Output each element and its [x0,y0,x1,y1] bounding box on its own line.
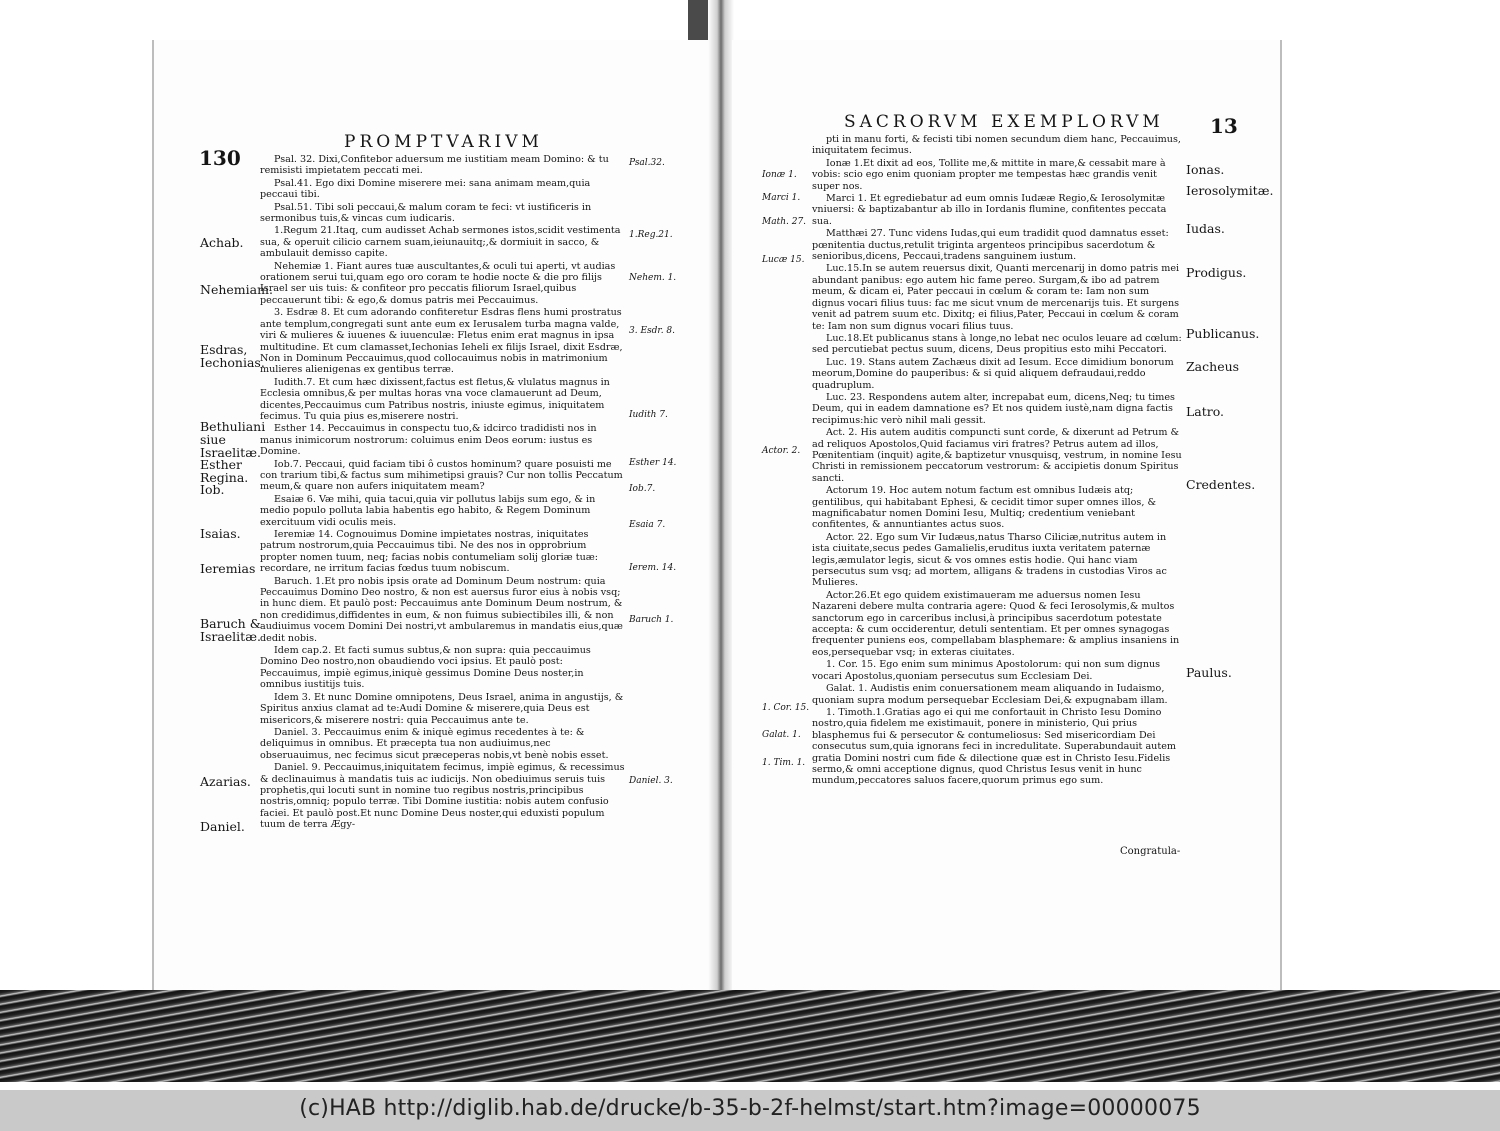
margin-name: Daniel. [200,819,245,834]
margin-name: Baruch & Israelitæ. [200,616,261,644]
paragraph: Luc. 19. Stans autem Zachæus dixit ad Iesum. Ecce dimidium bonorum meorum,Domine do pauperibus: & si quid aliquem defraudaui,reddo quadruplum. [812,356,1174,391]
right-page-number: 13 [1210,114,1238,138]
paragraph: 1.Regum 21.Itaq, cum audisset Achab sermones istos,scidit vestimenta sua, & operuit cilicio carnem suam,ieiunauitq;,& dormiuit in sacco, & ambulauit demisso capite. [260,225,621,260]
margin-reference: Galat. 1. [762,730,801,740]
margin-reference: Psal.32. [629,158,665,168]
paragraph: Act. 2. His autem auditis compuncti sunt corde, & dixerunt ad Petrum & ad reliquos Apostolos,Quid faciamus viri fratres? Petrus autem ad illos, Pœnitentiam (inquit) agite,& baptizetur vnusquisq, vestrum, in nomine Iesu Christi in remissionem peccatorum vestrorum: & accipietis donum Spiritus sancti. [812,427,1182,484]
margin-name: Iudas. [1186,221,1225,236]
margin-name: Publicanus. [1186,326,1260,341]
margin-reference: Baruch 1. [629,615,674,625]
margin-reference: Math. 27. [762,217,807,227]
margin-reference: Marci 1. [762,193,801,203]
margin-name: Esther Regina. [200,457,249,485]
paragraph: Iob.7. Peccaui, quid faciam tibi ô custos hominum? quare posuisti me con trarium tibi,& factus sum mihimetipsi grauis? Cur non tollis Peccatum meum,& quare non aufers iniquitatem meam? [260,458,623,493]
margin-reference: Iudith 7. [629,410,668,420]
right-body-text [812,134,1184,788]
catchword: Congratula- [1120,846,1181,857]
paragraph: Psal.51. Tibi soli peccaui,& malum coram te feci: vt iustificeris in sermonibus tuis,& vincas cum iudicaris. [260,201,592,225]
paragraph: Actorum 19. Hoc autem notum factum est omnibus Iudæis atq; gentilibus, qui habitabant Ephesi, & cecidit timor super omnes illos, & magnificabatur nomen Domini Iesu, Multiq; credentium veniebant confitentes, & annuntiantes actus suos. [812,485,1156,531]
footer-bar [0,1090,1500,1131]
paragraph: Luc.15.In se autem reuersus dixit, Quanti mercenarij in domo patris mei abundant panibus: ego autem hic fame pereo. Surgam,& ibo ad patrem meum, & dicam ei, Pater peccaui in cœlum & coram te: Iam non sum dignus vocari filius tuus: fac me sicut vnum de mercenarijs tuis. Et surgens venit ad patrem suum etc. Dixitq; ei filius,Pater, Peccaui in cœlum & coram te: Iam non sum dignus vocari filius tuus. [812,263,1180,332]
paragraph: 3. Esdræ 8. Et cum adorando confiteretur Esdras flens humi prostratus ante templum,congregati sunt ante eum ex Ierusalem turba magna valde, viri & mulieres & iuuenes & iuuenculæ: Fletus enim erat magnus in ipsa multitudine. Et cum clamasset,Iechonias Ieheli ex filijs Israel, dixit Esdræ, Non in Dominum Peccauimus,quod collocauimus nobis in matrimonium mulieres alienigenas ex gentibus terræ. [260,307,623,376]
margin-name: Zacheus [1186,359,1240,374]
paragraph: Marci 1. Et egrediebatur ad eum omnis Iudææ Regio,& Ierosolymitæ vniuersi: & baptizabantur ab illo in Iordanis flumine, confitentes peccata sua. [812,193,1167,227]
paragraph: Nehemiæ 1. Fiant aures tuæ auscultantes,& oculi tui aperti, vt audias orationem serui tui,quam ego oro coram te hodie nocte & die pro filijs Israel ser uis tuis: & confiteor pro peccatis filiorum Israel,quibus peccauerunt tibi: & ego,& domus patris mei Peccauimus. [260,260,616,306]
left-page [152,40,712,990]
footer-credit: (c)HAB http://diglib.hab.de/drucke/b-35-b-2f-helmst/start.htm?image=00000075 [299,1096,1201,1121]
margin-reference: Esaia 7. [629,520,666,530]
margin-reference: Daniel. 3. [629,776,673,786]
paragraph: Ieremiæ 14. Cognouimus Domine impietates nostras, iniquitates patrum nostrorum,quia Peccauimus tibi. Ne des nos in opprobrium propter nomen tuum, neq; facias nobis contumeliam solij gloriæ tuæ: recordare, ne irritum facias fœdus tuum nobiscum. [260,529,598,575]
margin-name: Credentes. [1186,477,1256,492]
paragraph: Baruch. 1.Et pro nobis ipsis orate ad Dominum Deum nostrum: quia Peccauimus Domino Deo nostro, & non est auersus furor eius à nobis vsq; in hunc diem. Et paulò post: Peccauimus ante Dominum Deum nostrum, & non credidimus,diffidentes in eum, & non fuimus subiectibiles illi, & non audiuimus vocem Domini Dei nostri,vt ambularemus in mandatis eius,quæ dedit nobis. [260,575,623,644]
margin-name: Paulus. [1186,665,1232,680]
margin-name: Prodigus. [1186,265,1247,280]
margin-reference: Iob.7. [629,484,656,494]
scanner-bed-edge [0,990,1500,1082]
left-page-number: 130 [199,146,241,170]
margin-reference: 1.Reg.21. [629,230,673,240]
margin-reference: Ierem. 14. [629,563,677,573]
left-body-text [260,154,625,832]
paragraph: Idem 3. Et nunc Domine omnipotens, Deus Israel, anima in angustijs, & Spiritus anxius clamat ad te:Audi Domine & miserere,quia Deus est misericors,& miserere nostri: quia Peccauimus ante te. [260,691,624,726]
margin-name: Iob. [200,482,225,497]
paragraph: Actor. 22. Ego sum Vir Iudæus,natus Tharso Ciliciæ,nutritus autem in ista ciuitate,secus pedes Gamalielis,eruditus iuxta veritatem paternæ legis,æmulator legis, sicut & vos omnes estis hodie. Qui hanc viam persecutus sum vsq; ad mortem, alligans & tradens in custodias Viros ac Mulieres. [812,531,1167,589]
paragraph: Psal.41. Ego dixi Domine miserere mei: sana animam meam,quia peccaui tibi. [260,177,591,201]
paragraph: Daniel. 3. Peccauimus enim & iniquè egimus recedentes à te: & deliquimus in omnibus. Et præcepta tua non audiuimus,nec obseruauimus, nec fecimus sicut præceperas nobis,vt benè nobis esset. [260,726,609,761]
margin-reference: 3. Esdr. 8. [629,326,676,336]
margin-reference: Esther 14. [629,458,677,468]
paragraph: 1. Timoth.1.Gratias ago ei qui me confortauit in Christo Iesu Domino nostro,quia fidelem me existimauit, ponere in ministerio, Qui prius blasphemus fui & persecutor & contumeliosus: Sed misericordiam Dei consecutus sum,quia ignorans feci in incredulitate. Superabundauit autem gratia Domini nostri cum fide & dilectione quæ est in Christo Iesu.Fidelis sermo,& omni acceptione dignus, quod Christus Iesus venit in hunc mundum,peccatores saluos facere,quorum primus ego sum. [812,706,1176,787]
right-page [732,40,1282,990]
margin-name: Nehemiam. [200,282,273,297]
paragraph: Iudith.7. Et cum hæc dixissent,factus est fletus,& vlulatus magnus in Ecclesia omnibus,& per multas horas vna voce clamauerunt ad Deum, dicentes,Peccauimus cum Patribus nostris, iniuste egimus, iniquitatem fecimus. Tu quia pius es,miserere nostri. [260,376,610,422]
margin-name: Esdras, Iechonias. [200,342,265,370]
margin-reference: Actor. 2. [762,446,801,456]
margin-name: Achab. [200,235,244,250]
paragraph: Luc. 23. Respondens autem alter, increpabat eum, dicens,Neq; tu times Deum, qui in eadem damnatione es? Et nos quidem iustè,nam digna factis recipimus:hic verò nihil mali gessit. [812,391,1175,426]
margin-name: Ionas. [1186,162,1225,177]
right-running-head: SACRORVM EXEMPLORVM [844,112,1164,132]
margin-name: Azarias. [200,774,251,789]
margin-reference: 1. Tim. 1. [762,758,806,768]
paragraph: Esther 14. Peccauimus in conspectu tuo,& idcirco tradidisti nos in manus inimicorum nostrorum: coluimus enim Deos eorum: iustus es Domine. [260,423,597,458]
margin-reference: Nehem. 1. [629,273,677,283]
paragraph: Psal. 32. Dixi,Confitebor aduersum me iustitiam meam Domino: & tu remisisti impietatem peccati mei. [260,154,609,177]
margin-name: Ierosolymitæ. [1186,183,1274,198]
paragraph: Idem cap.2. Et facti sumus subtus,& non supra: quia peccauimus Domino Deo nostro,non obaudiendo voci ipsius. Et paulò post: Peccauimus, impiè egimus,iniquè gessimus Domine Deus noster,in omnibus iustitijs tuis. [260,645,591,691]
paragraph: Daniel. 9. Peccauimus,iniquitatem fecimus, impiè egimus, & recessimus & declinauimus à mandatis tuis ac iudicijs. Non obediuimus seruis tuis prophetis,qui locuti sunt in nomine tuo regibus nostris,principibus nostris,omniq; populo terræ. Tibi Domine iustitia: nobis autem confusio faciei. Et paulò post.Et nunc Domine Deus noster,qui eduxisti populum tuum de terra Ægy- [260,762,625,831]
margin-name: Isaias. [200,526,241,541]
paragraph: 1. Cor. 15. Ego enim sum minimus Apostolorum: qui non sum dignus vocari Apostolus,quoniam persecutus sum Ecclesiam Dei. [812,659,1161,682]
margin-name: Bethuliani siue Israelitæ. [200,419,266,460]
paragraph: Actor.26.Et ego quidem existimaueram me aduersus nomen Iesu Nazareni debere multa contraria agere: Quod & feci Ierosolymis,& multos sanctorum ego in carceribus inclusi,à principibus sacerdotum potestate accepta: & cum occiderentur, detuli sententiam. Et per omnes synagogas frequenter puniens eos, compellabam blasphemare: & amplius insaniens in eos,persequebar vsq; in exteras ciuitates. [812,589,1180,658]
margin-reference: 1. Cor. 15. [762,703,810,713]
paragraph: Galat. 1. Audistis enim conuersationem meam aliquando in Iudaismo, quoniam supra modum persequebar Ecclesiam Dei,& expugnabam illam. [812,683,1168,706]
margin-name: Ieremias [200,561,256,576]
margin-reference: Lucæ 15. [762,255,805,265]
paragraph: pti in manu forti, & fecisti tibi nomen secundum diem hanc, Peccauimus, iniquitatem fecimus. [812,134,1181,157]
paragraph: Esaiæ 6. Væ mihi, quia tacui,quia vir pollutus labijs sum ego, & in medio populo polluta labia habentis ego habito, & Regem Dominum exercituum vidi oculis meis. [260,493,596,528]
paragraph: Luc.18.Et publicanus stans à longe,no lebat nec oculos leuare ad cœlum: sed percutiebat pectus suum, dicens, Deus propitius esto mihi Peccatori. [812,332,1182,356]
margin-reference: Ionæ 1. [762,170,797,180]
paragraph: Ionæ 1.Et dixit ad eos, Tollite me,& mittite in mare,& cessabit mare à vobis: scio ego enim quoniam propter me tempestas hæc grandis venit super nos. [812,157,1166,192]
paragraph: Matthæi 27. Tunc videns Iudas,qui eum tradidit quod damnatus esset: pœnitentia ductus,retulit triginta argenteos principibus sacerdotum & senioribus,dicens, Peccaui,tradens sanguinem iustum. [812,228,1169,263]
book-gutter [708,0,734,1000]
left-running-head: PROMPTVARIVM [344,132,543,152]
margin-name: Latro. [1186,404,1225,419]
